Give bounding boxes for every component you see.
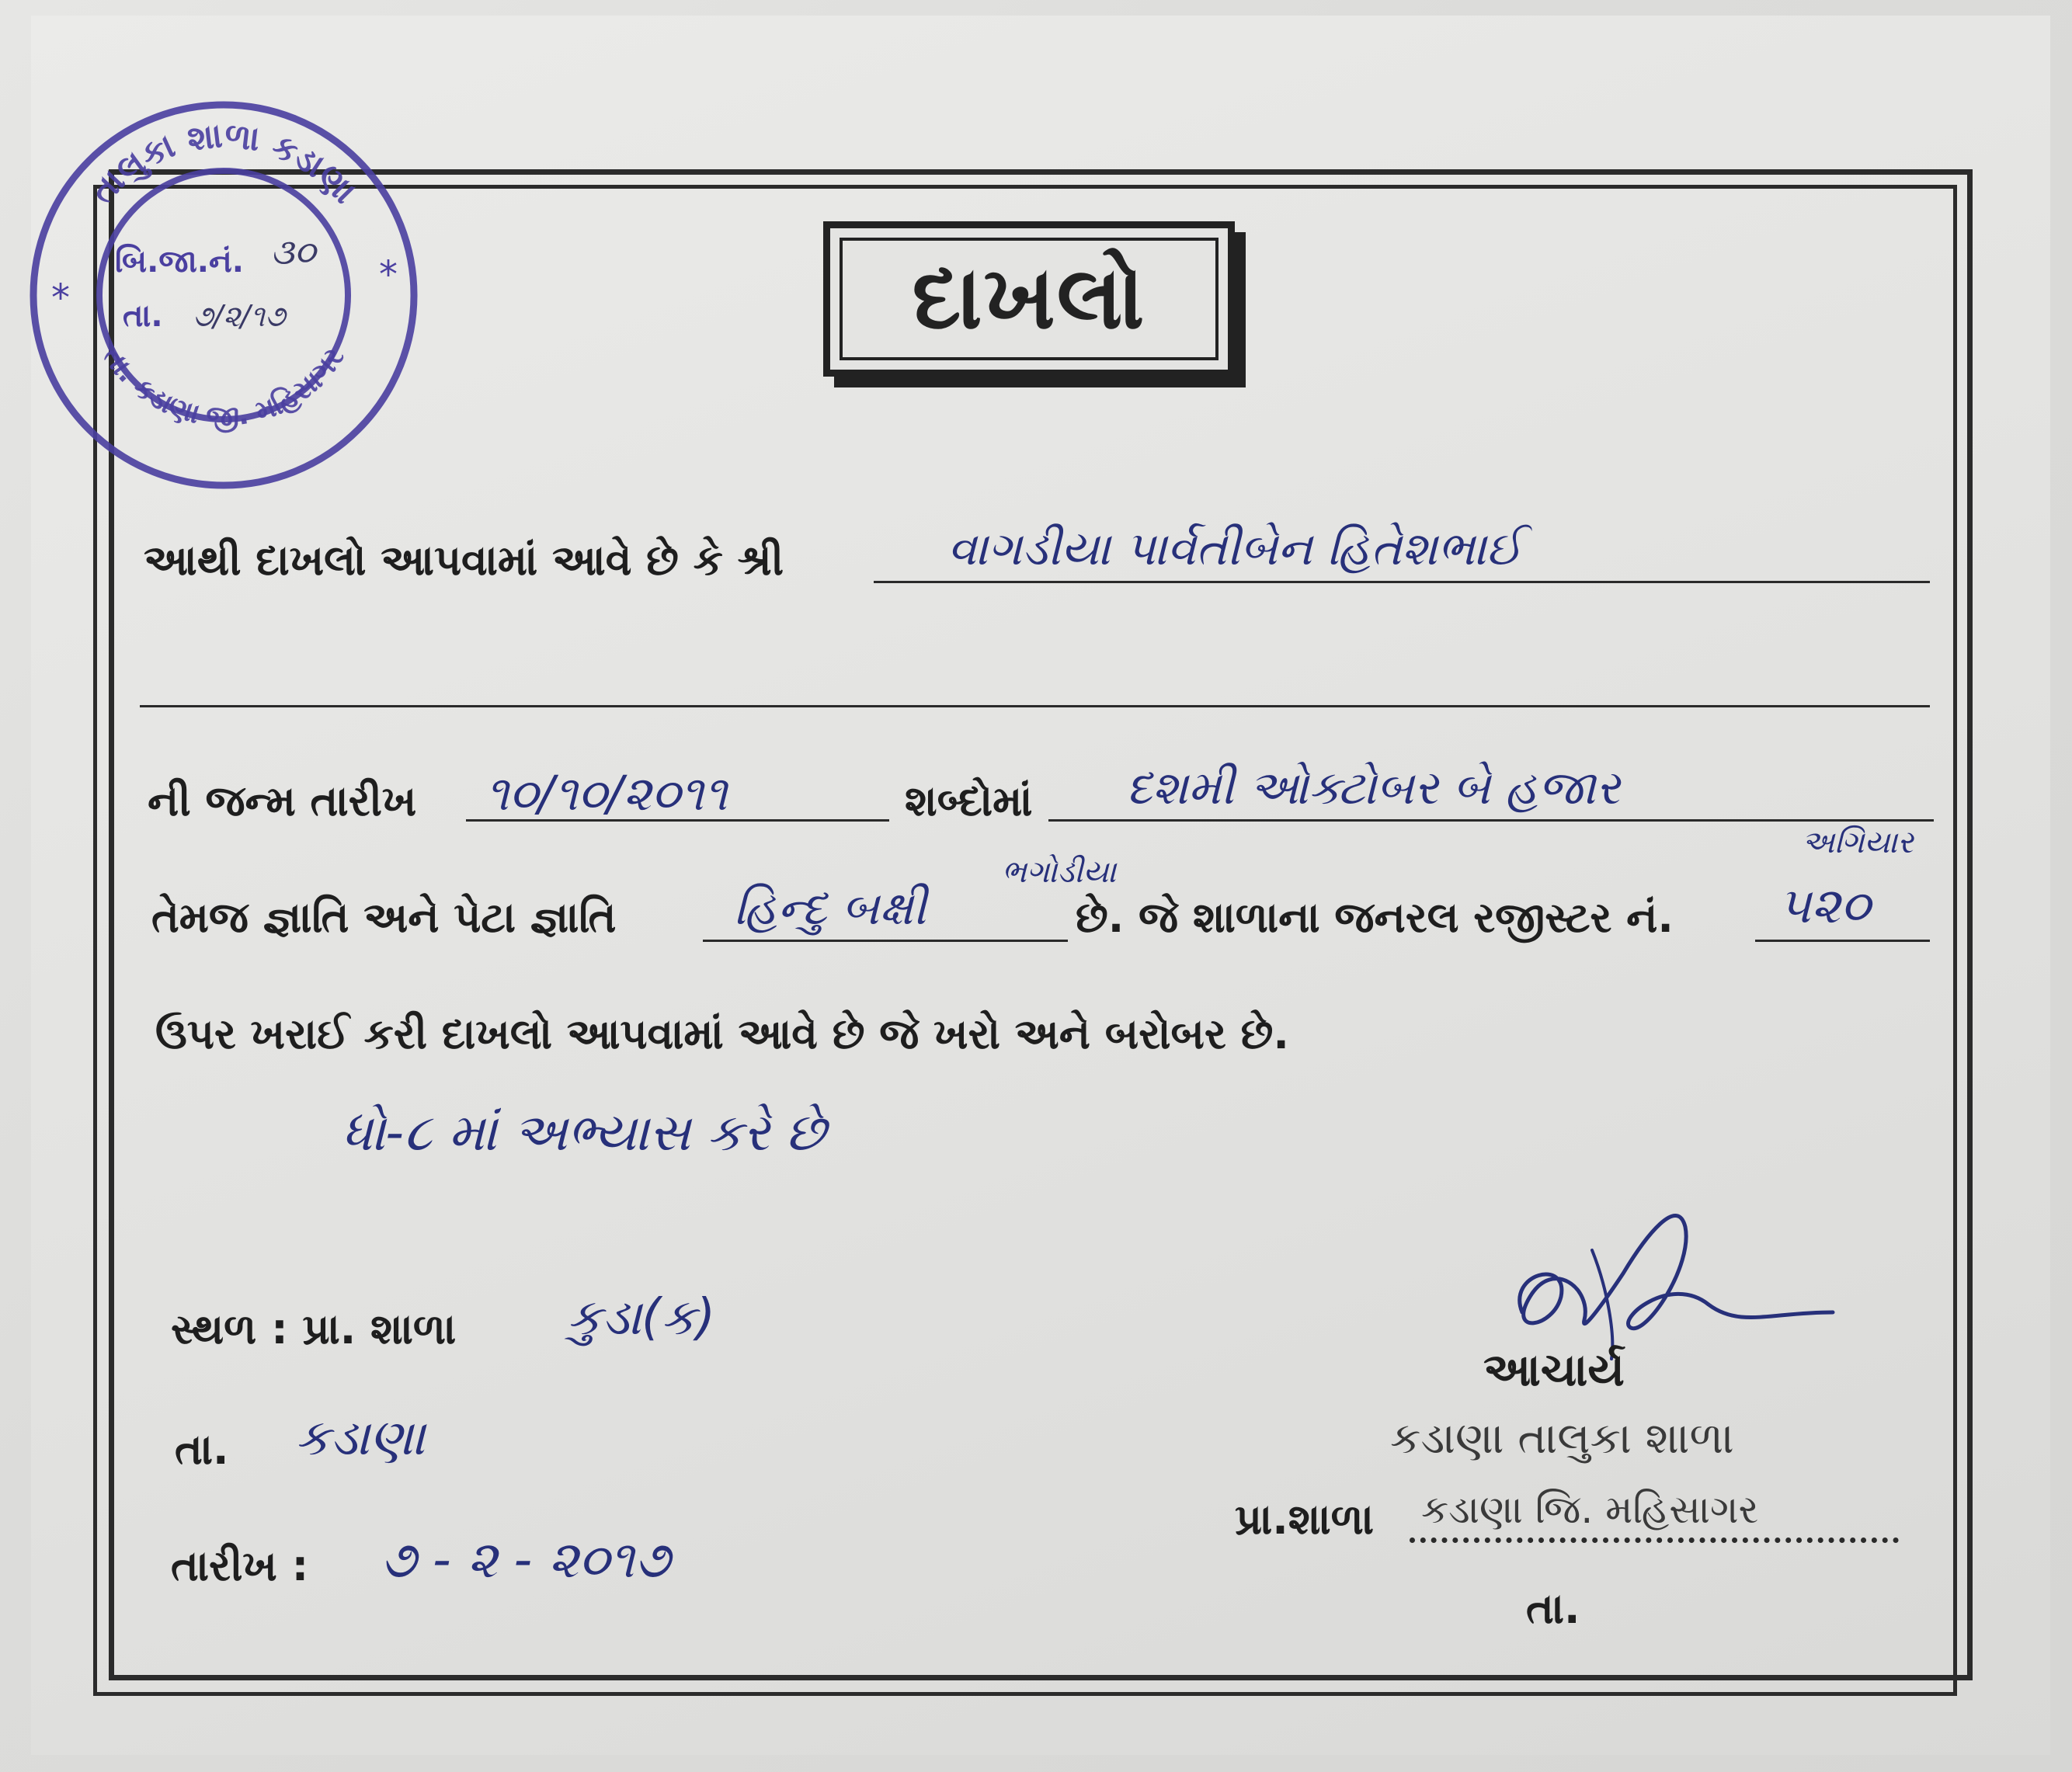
seal-line1-label: બિ.જા.નં. — [115, 244, 244, 280]
place-label: સ્થળ : પ્રા. શાળા — [171, 1305, 457, 1353]
words-underline — [1048, 819, 1934, 822]
date-value: ૭ - ૨ - ૨૦૧૭ — [381, 1530, 670, 1590]
school-name: કડાણા તાલુકા શાળા — [1390, 1413, 1734, 1464]
in-words-label: શબ્દોમાં — [905, 777, 1033, 825]
seal-line2-label: તા. — [123, 298, 163, 334]
school-taluka-label: તા. — [1526, 1584, 1580, 1633]
svg-text:તા. કડાણા જી. મહિસાગર — [96, 342, 351, 433]
student-name: વાગડીયા પાર્વતીબેન હિતેશભાઈ — [947, 522, 1523, 576]
register-no: ૫૨૦ — [1778, 877, 1871, 935]
place-value: કુડા(ક) — [567, 1289, 716, 1346]
name-underline — [874, 581, 1930, 583]
seal-line2-value: ૭/૨/૧૭ — [193, 299, 286, 333]
dob-words: દશમી ઓક્ટોબર બે હજાર — [1126, 761, 1620, 815]
seal-star-right-icon: * — [379, 253, 398, 297]
taluka-value: કડાણા — [295, 1409, 426, 1467]
caste-value: હિન્દુ બક્ષી — [734, 881, 926, 936]
line4-text: ઉપર ખરાઈ કરી દાખલો આપવામાં આવે છે જે ખરો અને બરોબર છે. — [155, 1009, 1289, 1058]
name-second-line — [140, 705, 1930, 707]
school-value: કડાણા જિ. મહિસાગર — [1421, 1487, 1759, 1532]
dob-words-cont: અગિયાર — [1802, 825, 1914, 860]
school-seal — [14, 85, 433, 505]
remark: ધો-૮ માં અભ્યાસ કરે છે — [342, 1103, 826, 1162]
dob-label: ની જન્મ તારીખ — [148, 777, 417, 825]
seal-ring-bottom: તા. કડાણા જી. મહિસાગર — [96, 341, 351, 433]
taluka-label: તા. — [175, 1425, 229, 1474]
caste-note: ભગોડીયા — [1002, 854, 1117, 890]
dob-digits: ૧૦/૧૦/૨૦૧૧ — [485, 765, 728, 822]
principal-label: આચાર્ય — [1483, 1343, 1625, 1396]
dob-underline — [466, 819, 889, 822]
caste-underline — [703, 940, 1068, 942]
date-label: તારીખ : — [171, 1541, 309, 1590]
seal-star-left-icon: * — [51, 276, 70, 320]
register-underline — [1755, 940, 1930, 942]
register-label: છે. જે શાળાના જનરલ રજીસ્ટર નં. — [1076, 893, 1674, 942]
page-title: દાખલો — [840, 238, 1219, 360]
title-box — [823, 221, 1235, 377]
line1-label: આથી દાખલો આપવામાં આવે છે કે શ્રી — [144, 536, 784, 585]
caste-label: તેમજ જ્ઞાતિ અને પેટા જ્ઞાતિ — [151, 893, 617, 942]
seal-ring-text: તાલુકા શાળા કડાણા — [82, 115, 365, 212]
seal-line1-value: ૩૦ — [270, 231, 316, 273]
school-dotted-line — [1410, 1537, 1899, 1543]
school-label: પ્રા.શાળા — [1235, 1495, 1375, 1544]
